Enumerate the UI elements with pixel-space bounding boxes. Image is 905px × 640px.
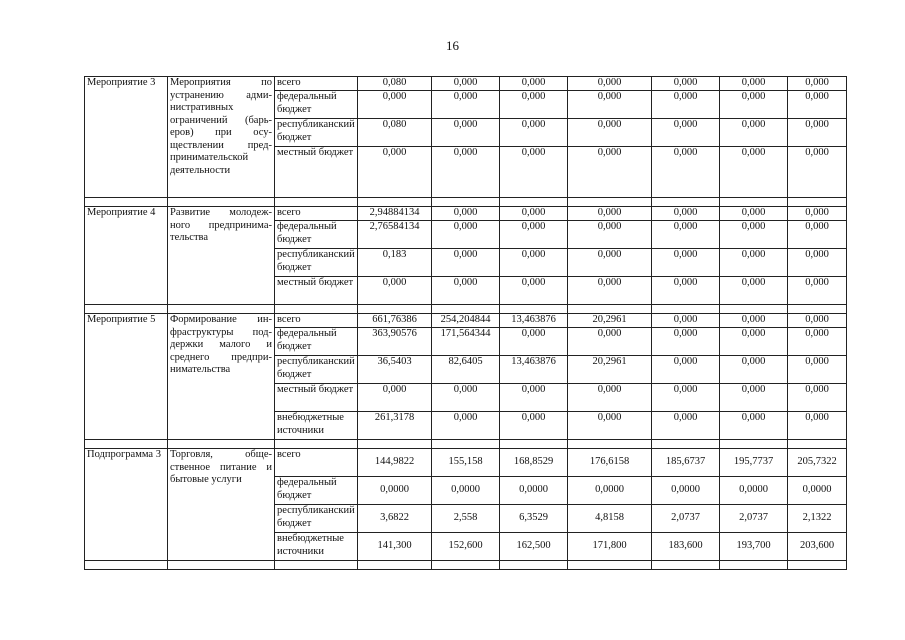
amount-cell: 0,000 — [568, 77, 652, 91]
event-name-cell: Подпрограмма 3 — [85, 449, 168, 561]
amount-cell: 0,000 — [432, 119, 500, 147]
amount-cell: 6,3529 — [500, 505, 568, 533]
amount-cell: 0,000 — [432, 221, 500, 249]
amount-cell: 20,2961 — [568, 314, 652, 328]
amount-cell: 0,000 — [432, 207, 500, 221]
amount-cell: 171,800 — [568, 533, 652, 561]
amount-cell: 261,3178 — [358, 412, 432, 440]
amount-cell: 0,000 — [788, 384, 847, 412]
amount-cell: 4,8158 — [568, 505, 652, 533]
amount-cell: 2,558 — [432, 505, 500, 533]
amount-cell: 141,300 — [358, 533, 432, 561]
spacer-cell — [652, 561, 720, 570]
spacer-cell — [568, 305, 652, 314]
spacer-cell — [720, 561, 788, 570]
amount-cell: 0,000 — [652, 356, 720, 384]
amount-cell: 0,000 — [720, 147, 788, 198]
amount-cell: 0,000 — [500, 277, 568, 305]
spacer-cell — [568, 561, 652, 570]
amount-cell: 0,000 — [788, 328, 847, 356]
amount-cell: 176,6158 — [568, 449, 652, 477]
spacer-cell — [358, 305, 432, 314]
amount-cell: 0,000 — [432, 412, 500, 440]
budget-table-body — [85, 77, 847, 570]
spacer-cell — [432, 305, 500, 314]
spacer-cell — [275, 440, 358, 449]
amount-cell: 0,000 — [788, 119, 847, 147]
amount-cell: 0,0000 — [358, 477, 432, 505]
amount-cell: 0,000 — [652, 221, 720, 249]
amount-cell: 0,000 — [568, 249, 652, 277]
amount-cell: 3,6822 — [358, 505, 432, 533]
amount-cell: 168,8529 — [500, 449, 568, 477]
amount-cell: 0,000 — [432, 147, 500, 198]
amount-cell: 0,000 — [720, 91, 788, 119]
spacer-cell — [568, 198, 652, 207]
amount-cell: 171,564344 — [432, 328, 500, 356]
amount-cell: 0,000 — [652, 207, 720, 221]
amount-cell: 0,000 — [358, 147, 432, 198]
amount-cell: 0,080 — [358, 119, 432, 147]
amount-cell: 0,000 — [788, 91, 847, 119]
amount-cell: 0,000 — [788, 77, 847, 91]
amount-cell: 0,0000 — [788, 477, 847, 505]
amount-cell: 0,000 — [358, 384, 432, 412]
spacer-cell — [168, 305, 275, 314]
amount-cell: 82,6405 — [432, 356, 500, 384]
amount-cell: 0,080 — [358, 77, 432, 91]
section-spacer-row — [85, 305, 847, 314]
amount-cell: 0,000 — [788, 412, 847, 440]
spacer-cell — [720, 198, 788, 207]
amount-cell: 0,000 — [500, 91, 568, 119]
funding-source-cell: всего — [275, 449, 358, 477]
amount-cell: 0,000 — [720, 412, 788, 440]
amount-cell: 0,000 — [652, 314, 720, 328]
amount-cell: 0,000 — [788, 356, 847, 384]
event-description-cell: Торговля, общественное питание и бытовые услуги — [168, 449, 275, 561]
amount-cell: 2,1322 — [788, 505, 847, 533]
table-row — [85, 77, 847, 91]
spacer-cell — [168, 561, 275, 570]
amount-cell: 0,0000 — [568, 477, 652, 505]
spacer-cell — [788, 305, 847, 314]
amount-cell: 0,0000 — [432, 477, 500, 505]
amount-cell: 0,000 — [652, 147, 720, 198]
amount-cell: 0,000 — [432, 91, 500, 119]
amount-cell: 0,000 — [500, 207, 568, 221]
spacer-cell — [432, 440, 500, 449]
event-description-cell: Формирование инфраструктуры поддержки малого и среднего предпринимательства — [168, 314, 275, 440]
spacer-cell — [652, 440, 720, 449]
amount-cell: 0,000 — [500, 384, 568, 412]
amount-cell: 0,000 — [500, 221, 568, 249]
amount-cell: 2,0737 — [720, 505, 788, 533]
funding-source-cell: федеральный бюджет — [275, 328, 358, 356]
amount-cell: 0,000 — [568, 147, 652, 198]
spacer-cell — [720, 440, 788, 449]
event-description-cell: Развитие молодежного предпринимательства — [168, 207, 275, 305]
amount-cell: 0,000 — [720, 328, 788, 356]
amount-cell: 0,000 — [720, 314, 788, 328]
amount-cell: 0,000 — [568, 328, 652, 356]
amount-cell: 0,000 — [652, 91, 720, 119]
funding-source-cell: республиканский бюджет — [275, 249, 358, 277]
amount-cell: 363,90576 — [358, 328, 432, 356]
amount-cell: 0,000 — [652, 277, 720, 305]
spacer-cell — [652, 305, 720, 314]
amount-cell: 144,9822 — [358, 449, 432, 477]
amount-cell: 0,000 — [652, 249, 720, 277]
amount-cell: 0,000 — [500, 147, 568, 198]
budget-table — [84, 76, 847, 570]
funding-source-cell: федеральный бюджет — [275, 91, 358, 119]
spacer-cell — [85, 305, 168, 314]
amount-cell: 0,000 — [568, 412, 652, 440]
funding-source-cell: внебюджетные источники — [275, 533, 358, 561]
amount-cell: 36,5403 — [358, 356, 432, 384]
section-spacer-row — [85, 198, 847, 207]
funding-source-cell: республиканский бюджет — [275, 119, 358, 147]
funding-source-cell: местный бюджет — [275, 277, 358, 305]
funding-source-cell: всего — [275, 77, 358, 91]
amount-cell: 0,0000 — [500, 477, 568, 505]
amount-cell: 0,000 — [652, 328, 720, 356]
spacer-cell — [85, 198, 168, 207]
amount-cell: 0,000 — [432, 77, 500, 91]
amount-cell: 661,76386 — [358, 314, 432, 328]
amount-cell: 0,000 — [432, 249, 500, 277]
amount-cell: 0,000 — [720, 77, 788, 91]
amount-cell: 0,000 — [358, 91, 432, 119]
amount-cell: 0,000 — [568, 221, 652, 249]
table-row — [85, 207, 847, 221]
amount-cell: 0,000 — [568, 119, 652, 147]
spacer-cell — [275, 198, 358, 207]
amount-cell: 0,000 — [788, 207, 847, 221]
funding-source-cell: федеральный бюджет — [275, 221, 358, 249]
page-number: 16 — [446, 38, 459, 53]
spacer-cell — [358, 440, 432, 449]
amount-cell: 0,000 — [500, 412, 568, 440]
spacer-cell — [168, 198, 275, 207]
funding-source-cell: федеральный бюджет — [275, 477, 358, 505]
amount-cell: 205,7322 — [788, 449, 847, 477]
amount-cell: 0,000 — [432, 384, 500, 412]
event-name-cell: Мероприятие 5 — [85, 314, 168, 440]
spacer-cell — [358, 561, 432, 570]
amount-cell: 0,000 — [568, 91, 652, 119]
event-description-cell: Мероприятия по устранению административных ограничений (барьеров) при осуществлении предпринимательской деятельности — [168, 77, 275, 198]
amount-cell: 2,76584134 — [358, 221, 432, 249]
amount-cell: 0,000 — [720, 277, 788, 305]
amount-cell: 254,204844 — [432, 314, 500, 328]
amount-cell: 0,000 — [500, 328, 568, 356]
amount-cell: 0,000 — [788, 249, 847, 277]
funding-source-cell: внебюджетные источники — [275, 412, 358, 440]
spacer-cell — [500, 561, 568, 570]
spacer-cell — [358, 198, 432, 207]
amount-cell: 2,94884134 — [358, 207, 432, 221]
spacer-cell — [652, 198, 720, 207]
amount-cell: 0,000 — [720, 384, 788, 412]
spacer-cell — [720, 305, 788, 314]
amount-cell: 0,000 — [432, 277, 500, 305]
table-row — [85, 449, 847, 477]
amount-cell: 0,000 — [720, 249, 788, 277]
amount-cell: 0,000 — [788, 221, 847, 249]
amount-cell: 0,000 — [720, 207, 788, 221]
spacer-cell — [788, 198, 847, 207]
amount-cell: 0,183 — [358, 249, 432, 277]
spacer-cell — [500, 198, 568, 207]
amount-cell: 162,500 — [500, 533, 568, 561]
amount-cell: 152,600 — [432, 533, 500, 561]
amount-cell: 183,600 — [652, 533, 720, 561]
spacer-cell — [432, 561, 500, 570]
amount-cell: 0,000 — [788, 314, 847, 328]
funding-source-cell: республиканский бюджет — [275, 505, 358, 533]
funding-source-cell: республиканский бюджет — [275, 356, 358, 384]
funding-source-cell: местный бюджет — [275, 147, 358, 198]
amount-cell: 20,2961 — [568, 356, 652, 384]
spacer-cell — [275, 561, 358, 570]
spacer-cell — [568, 440, 652, 449]
amount-cell: 203,600 — [788, 533, 847, 561]
amount-cell: 2,0737 — [652, 505, 720, 533]
amount-cell: 0,000 — [568, 384, 652, 412]
amount-cell: 185,6737 — [652, 449, 720, 477]
amount-cell: 195,7737 — [720, 449, 788, 477]
spacer-cell — [85, 561, 168, 570]
amount-cell: 0,000 — [500, 119, 568, 147]
amount-cell: 13,463876 — [500, 314, 568, 328]
funding-source-cell: всего — [275, 207, 358, 221]
amount-cell: 0,000 — [500, 77, 568, 91]
spacer-cell — [500, 305, 568, 314]
amount-cell: 0,0000 — [720, 477, 788, 505]
amount-cell: 0,000 — [720, 356, 788, 384]
funding-source-cell: местный бюджет — [275, 384, 358, 412]
spacer-cell — [788, 440, 847, 449]
event-name-cell: Мероприятие 4 — [85, 207, 168, 305]
spacer-cell — [432, 198, 500, 207]
event-name-cell: Мероприятие 3 — [85, 77, 168, 198]
amount-cell: 0,000 — [652, 412, 720, 440]
table-row — [85, 314, 847, 328]
amount-cell: 0,000 — [788, 277, 847, 305]
amount-cell: 0,0000 — [652, 477, 720, 505]
section-spacer-row — [85, 440, 847, 449]
amount-cell: 193,700 — [720, 533, 788, 561]
amount-cell: 0,000 — [652, 77, 720, 91]
amount-cell: 0,000 — [500, 249, 568, 277]
spacer-cell — [168, 440, 275, 449]
amount-cell: 0,000 — [720, 119, 788, 147]
spacer-cell — [500, 440, 568, 449]
funding-source-cell: всего — [275, 314, 358, 328]
spacer-cell — [275, 305, 358, 314]
amount-cell: 155,158 — [432, 449, 500, 477]
amount-cell: 0,000 — [788, 147, 847, 198]
amount-cell: 0,000 — [568, 277, 652, 305]
amount-cell: 0,000 — [720, 221, 788, 249]
amount-cell: 13,463876 — [500, 356, 568, 384]
amount-cell: 0,000 — [568, 207, 652, 221]
section-spacer-row — [85, 561, 847, 570]
spacer-cell — [85, 440, 168, 449]
spacer-cell — [788, 561, 847, 570]
amount-cell: 0,000 — [652, 119, 720, 147]
amount-cell: 0,000 — [358, 277, 432, 305]
amount-cell: 0,000 — [652, 384, 720, 412]
